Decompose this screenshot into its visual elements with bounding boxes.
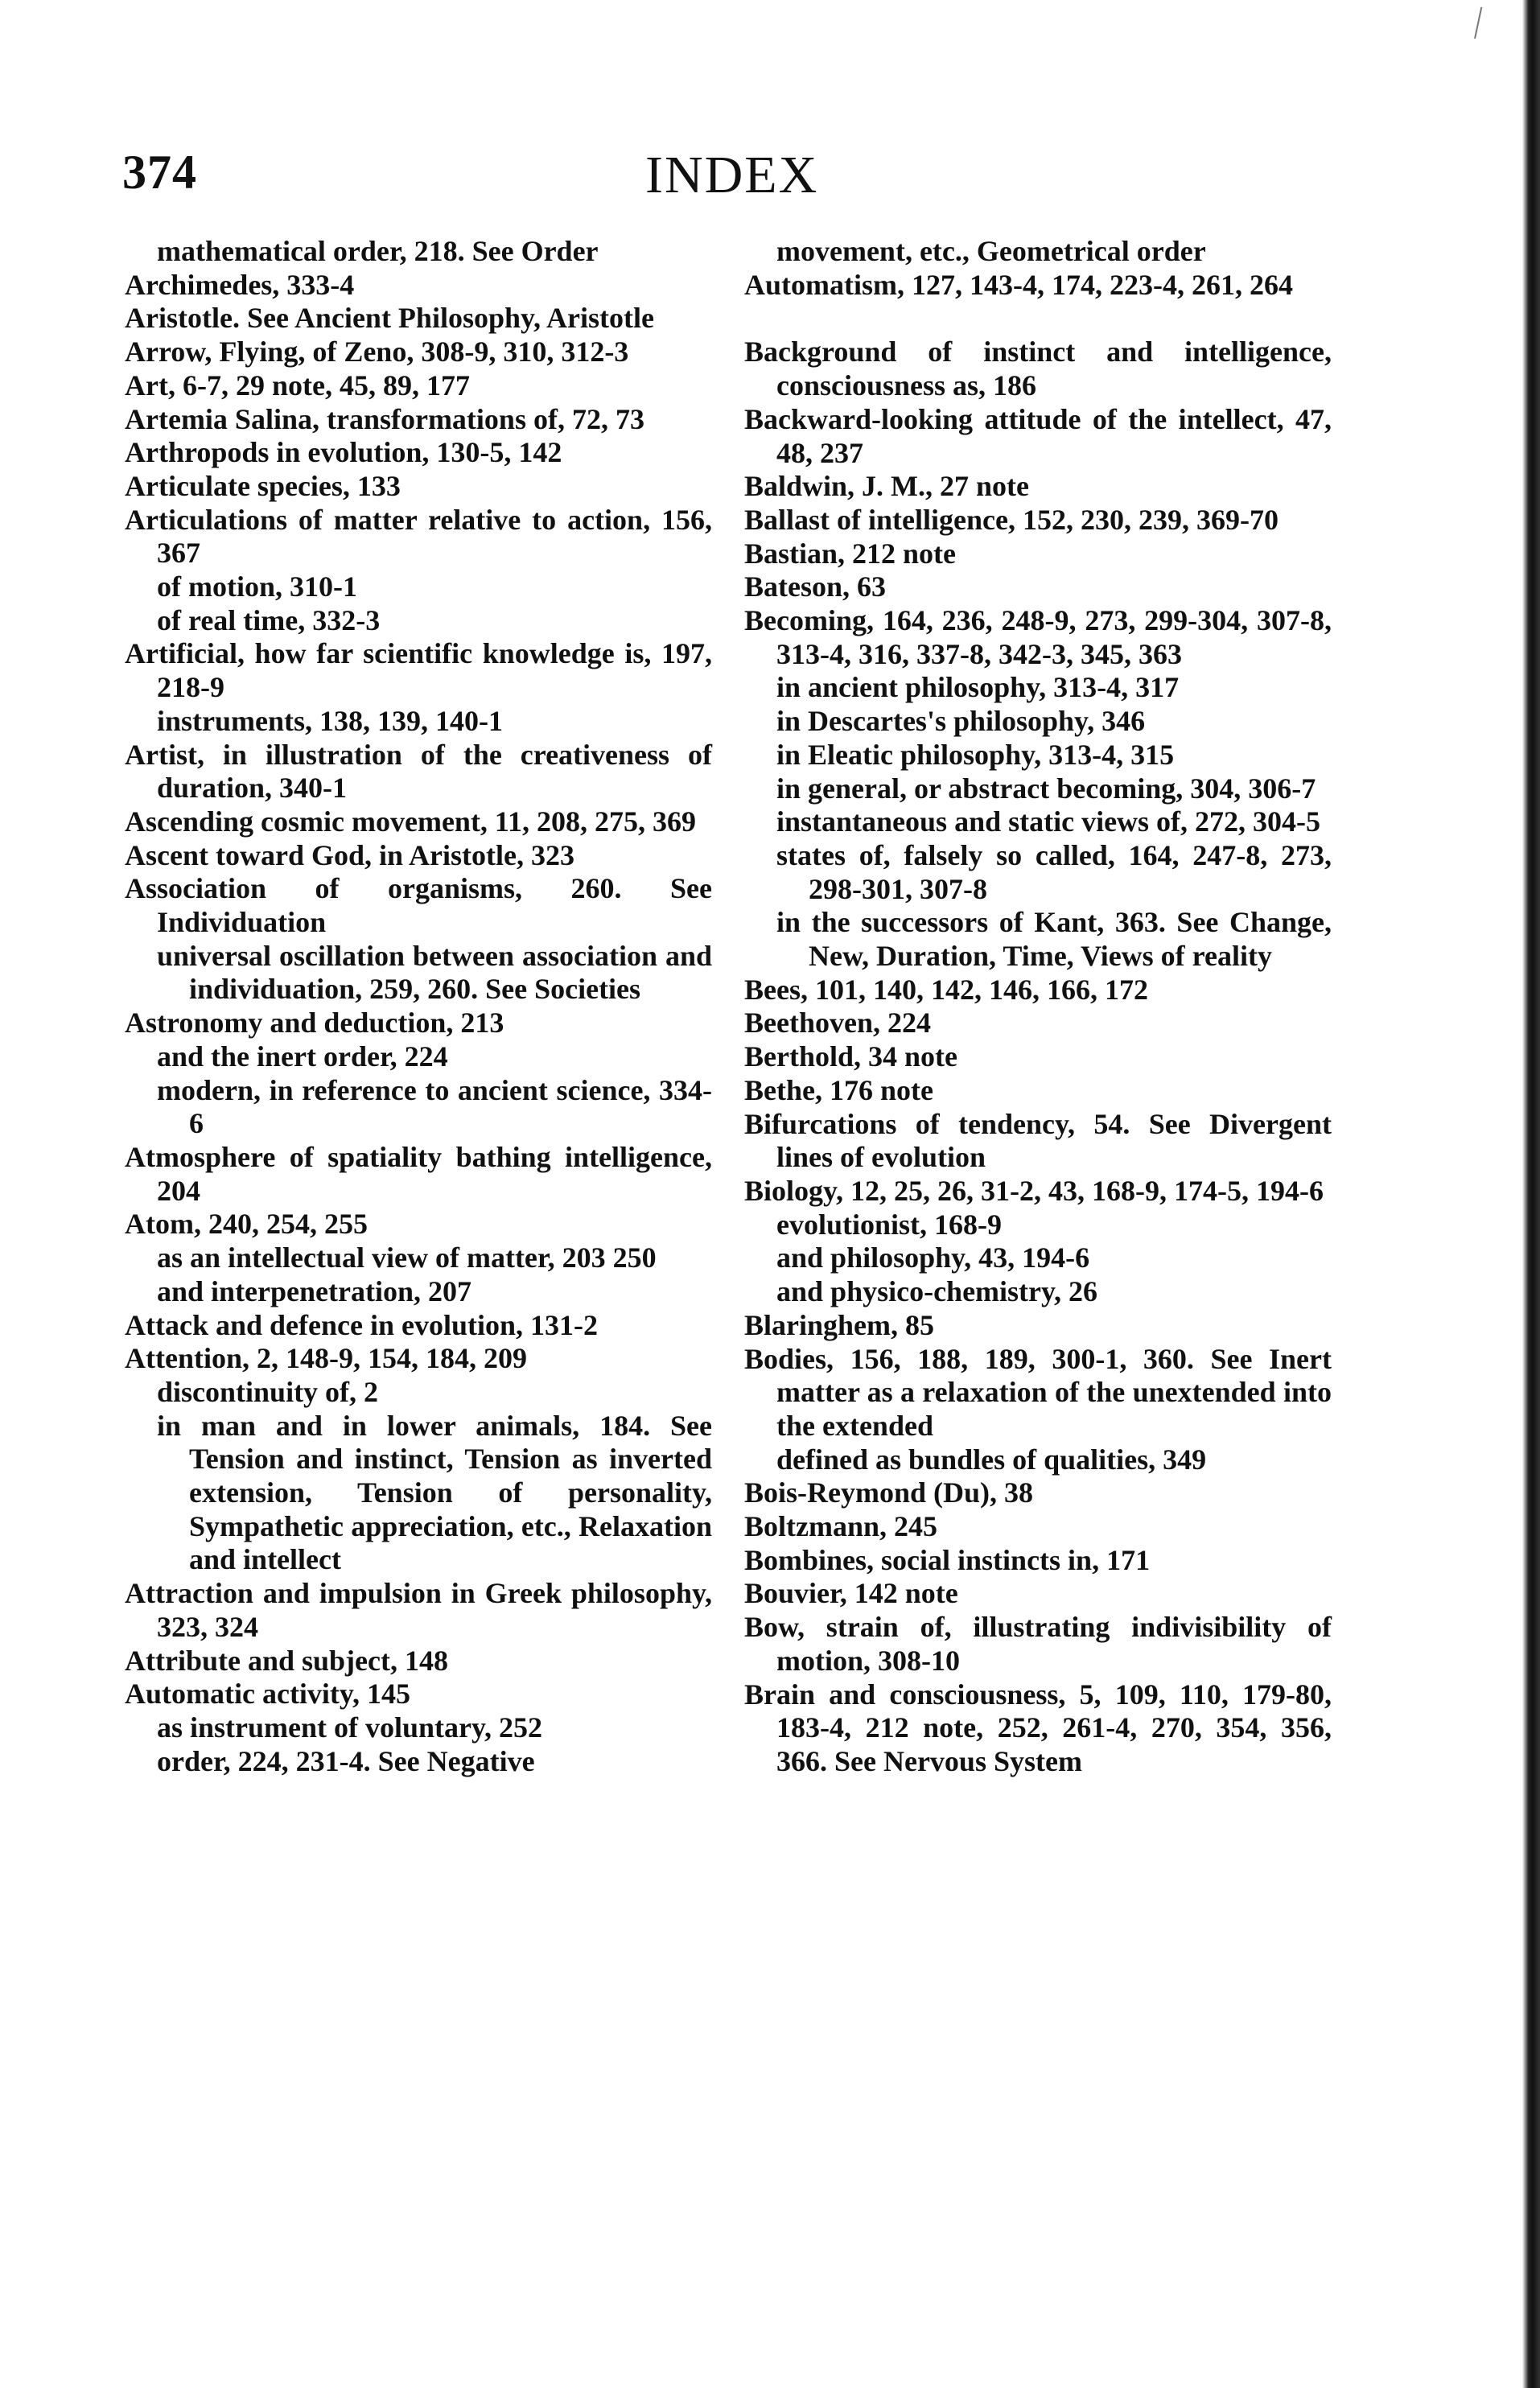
index-entry: Blaringhem, 85 <box>744 1308 935 1341</box>
index-entry: Arrow, Flying, of Zeno, 308-9, 310, 312-3 <box>125 336 629 368</box>
page-edge-shadow <box>1522 0 1540 2388</box>
index-subentry: evolutionist, 168-9 <box>776 1208 1003 1241</box>
index-entry: Bodies, 156, 188, 189, 300-1, 360. See Inert matter as a relaxation of the unextended into the extended <box>744 1342 1332 1442</box>
index-entry: Attention, 2, 148-9, 154, 184, 209 <box>125 1342 527 1375</box>
index-entry: Bouvier, 142 note <box>744 1577 958 1610</box>
index-subentry: and the inert order, 224 <box>157 1040 448 1073</box>
index-entry: Ballast of intelligence, 152, 230, 239, 369-70 <box>744 503 1279 536</box>
index-entry: Bombines, social instincts in, 171 <box>744 1543 1151 1576</box>
index-subentry: in ancient philosophy, 313-4, 317 <box>776 671 1180 704</box>
index-entry: Automatism, 127, 143-4, 174, 223-4, 261, 264 <box>744 268 1293 301</box>
index-entry: Bifurcations of tendency, 54. See Divergent lines of evolution <box>744 1107 1332 1174</box>
index-subentry: order, 224, 231-4. See Negative <box>157 1744 535 1777</box>
index-column-right <box>744 235 1332 1779</box>
index-subentry: universal oscillation between association and individuation, 259, 260. See Societies <box>157 939 712 1006</box>
index-entry: Ascending cosmic movement, 11, 208, 275, 369 <box>125 805 696 838</box>
index-entry: Berthold, 34 note <box>744 1040 957 1073</box>
index-subentry: modern, in reference to ancient science, 334-6 <box>157 1073 712 1140</box>
index-subentry: in general, or abstract becoming, 304, 306-7 <box>776 772 1316 805</box>
index-entry: Boltzmann, 245 <box>744 1510 938 1543</box>
index-entry: Bois-Reymond (Du), 38 <box>744 1476 1034 1509</box>
index-subentry: in the successors of Kant, 363. See Change, New, Duration, Time, Views of reality <box>776 906 1332 973</box>
index-subentry: and physico-chemistry, 26 <box>776 1275 1098 1308</box>
index-subentry: mathematical order, 218. See Order <box>157 235 599 267</box>
index-subentry: instantaneous and static views of, 272, 304-5 <box>776 805 1321 838</box>
index-entry: Aristotle. See Ancient Philosophy, Aristotle <box>125 302 654 335</box>
index-entry: Bow, strain of, illustrating indivisibility of motion, 308-10 <box>744 1611 1332 1677</box>
index-subentry: of real time, 332-3 <box>157 603 381 636</box>
index-subentry: discontinuity of, 2 <box>157 1375 379 1408</box>
scan-mark <box>1474 7 1495 42</box>
index-subentry: and philosophy, 43, 194-6 <box>776 1241 1090 1274</box>
index-entry: Astronomy and deduction, 213 <box>125 1007 504 1040</box>
index-entry: Beethoven, 224 <box>744 1007 931 1040</box>
index-entry: Artemia Salina, transformations of, 72, 73 <box>125 402 644 435</box>
index-entry: Atom, 240, 254, 255 <box>125 1208 368 1241</box>
index-entry: Ascent toward God, in Aristotle, 323 <box>125 838 574 871</box>
index-subentry: states of, falsely so called, 164, 247-8, 273, 298-301, 307-8 <box>776 838 1332 905</box>
index-entry: Baldwin, J. M., 27 note <box>744 470 1030 503</box>
index-subentry: as instrument of voluntary, 252 <box>157 1711 543 1744</box>
index-entry: Automatic activity, 145 <box>125 1678 410 1711</box>
index-entry: Bateson, 63 <box>744 570 887 603</box>
index-entry: Artificial, how far scientific knowledge is, 197, 218-9 <box>125 637 712 704</box>
index-entry: Backward-looking attitude of the intellect, 47, 48, 237 <box>744 402 1332 469</box>
index-entry: Articulate species, 133 <box>125 469 401 502</box>
index-entry: Atmosphere of spatiality bathing intelligence, 204 <box>125 1140 712 1207</box>
index-entry: Arthropods in evolution, 130-5, 142 <box>125 436 562 469</box>
index-entry: Articulations of matter relative to action, 156, 367 <box>125 503 712 570</box>
index-entry: Archimedes, 333-4 <box>125 268 355 301</box>
index-entry: Becoming, 164, 236, 248-9, 273, 299-304, 307-8, 313-4, 316, 337-8, 342-3, 345, 363 <box>744 604 1332 670</box>
index-entry: Bethe, 176 note <box>744 1073 933 1106</box>
page-header <box>122 145 1329 217</box>
index-entry: Bastian, 212 note <box>744 537 957 570</box>
index-subentry: movement, etc., Geometrical order <box>776 235 1206 267</box>
index-entry: Brain and consciousness, 5, 109, 110, 179-80, 183-4, 212 note, 252, 261-4, 270, 354, 356, 366. See Nervous System <box>744 1678 1332 1777</box>
index-subentry: instruments, 138, 139, 140-1 <box>157 704 503 737</box>
index-subentry: and interpenetration, 207 <box>157 1274 471 1307</box>
index-entry: Attack and defence in evolution, 131-2 <box>125 1308 598 1341</box>
section-gap <box>744 302 1332 336</box>
running-head-title: INDEX <box>645 146 819 204</box>
index-column-left <box>125 235 712 1778</box>
index-entry: Bees, 101, 140, 142, 146, 166, 172 <box>744 973 1148 1006</box>
page-number: 374 <box>122 146 197 199</box>
index-subentry: in Eleatic philosophy, 313-4, 315 <box>776 738 1175 771</box>
index-entry: Attribute and subject, 148 <box>125 1644 448 1677</box>
index-entry: Background of instinct and intelligence, consciousness as, 186 <box>744 336 1332 402</box>
index-subentry: of motion, 310-1 <box>157 570 357 603</box>
index-entry: Biology, 12, 25, 26, 31-2, 43, 168-9, 174-5, 194-6 <box>744 1174 1324 1207</box>
index-entry: Art, 6-7, 29 note, 45, 89, 177 <box>125 368 470 401</box>
index-entry: Artist, in illustration of the creativeness of duration, 340-1 <box>125 738 712 805</box>
index-subentry: in man and in lower animals, 184. See Tension and instinct, Tension as inverted extension, Tension of personality, Sympathetic appreciation, etc., Relaxation and intellect <box>157 1409 712 1576</box>
index-entry: Attraction and impulsion in Greek philosophy, 323, 324 <box>125 1577 712 1643</box>
index-subentry: in Descartes's philosophy, 346 <box>776 705 1146 738</box>
index-subentry: defined as bundles of qualities, 349 <box>776 1443 1207 1476</box>
index-subentry: as an intellectual view of matter, 203 250 <box>157 1241 657 1274</box>
index-entry: Association of organisms, 260. See Individuation <box>125 872 712 939</box>
